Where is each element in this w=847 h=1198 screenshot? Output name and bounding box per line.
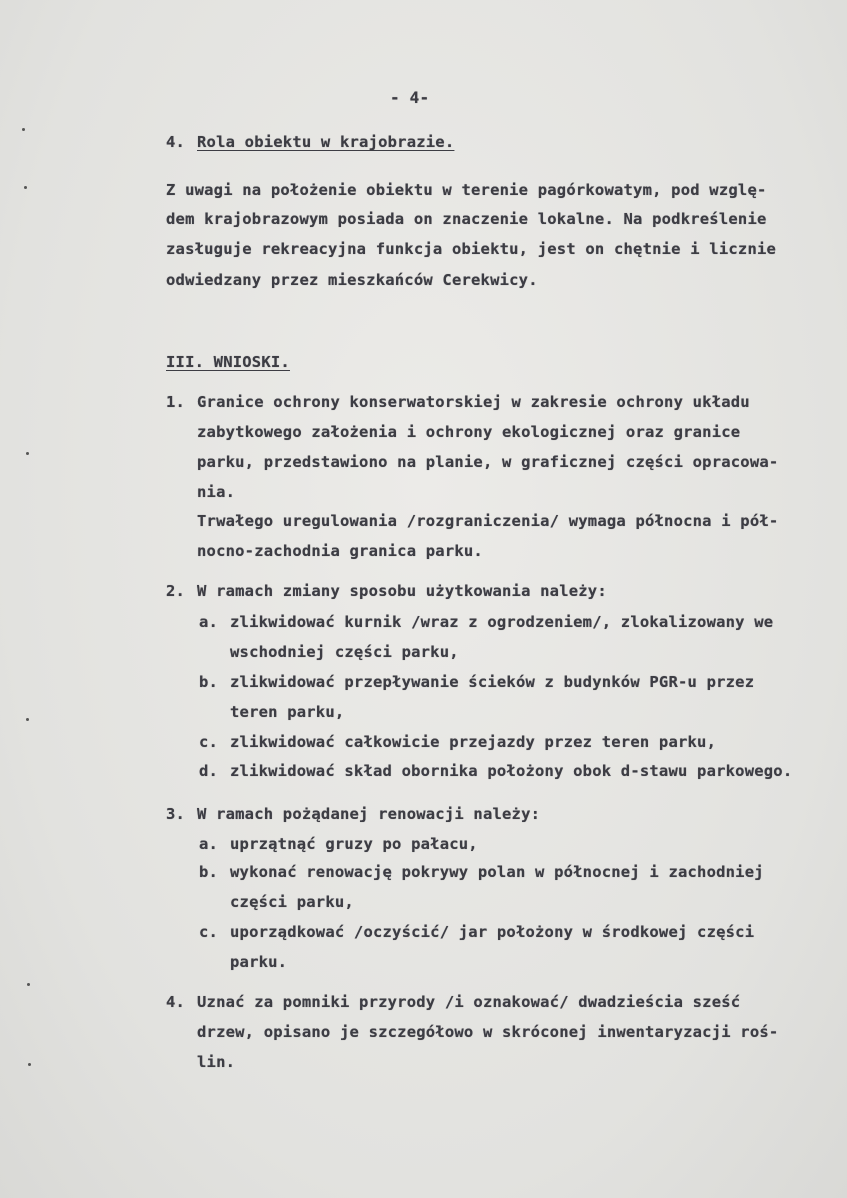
item-line: drzew, opisano je szczegółowo w skróconej inwentaryzacji roś-	[197, 1023, 779, 1041]
subitem-line: teren parku,	[230, 703, 345, 721]
item-number: 1.	[166, 393, 186, 411]
item-line: lin.	[197, 1053, 236, 1071]
subitem-line: wschodniej części parku,	[230, 643, 459, 661]
item-line: Uznać za pomniki przyrody /i oznakować/ dwadzieścia sześć	[197, 993, 741, 1011]
paragraph-line: zasługuje rekreacyjna funkcja obiektu, jest on chętnie i licznie	[166, 240, 777, 258]
paragraph-line: dem krajobrazowym posiada on znaczenie lokalne. Na podkreślenie	[166, 210, 767, 228]
subitem-line: uporządkować /oczyścić/ jar położony w środkowej części	[230, 923, 755, 941]
subitem-line: zlikwidować całkowicie przejazdy przez teren parku,	[230, 733, 717, 751]
item-intro: W ramach pożądanej renowacji należy:	[197, 805, 541, 823]
subitem-letter: a.	[199, 613, 219, 631]
item-number: 2.	[166, 582, 186, 600]
section-number: 4.	[166, 133, 186, 151]
margin-speck	[24, 186, 27, 189]
subitem-line: parku.	[230, 953, 288, 971]
margin-speck	[27, 983, 30, 986]
subitem-line: zlikwidować przepływanie ścieków z budynków PGR-u przez	[230, 673, 755, 691]
subitem-letter: c.	[199, 923, 219, 941]
subitem-line: uprzątnąć gruzy po pałacu,	[230, 835, 478, 853]
item-intro: W ramach zmiany sposobu użytkowania należy:	[197, 582, 607, 600]
subitem-letter: c.	[199, 733, 219, 751]
margin-speck	[28, 1063, 31, 1066]
item-number: 4.	[166, 993, 186, 1011]
paragraph-line: odwiedzany przez mieszkańców Cerekwicy.	[166, 271, 538, 289]
subitem-letter: b.	[199, 673, 219, 691]
item-line: Trwałego uregulowania /rozgraniczenia/ wymaga północna i pół-	[197, 512, 779, 530]
subitem-letter: a.	[199, 835, 219, 853]
section-title: Rola obiektu w krajobrazie.	[197, 133, 455, 151]
item-line: nocno-zachodnia granica parku.	[197, 542, 483, 560]
margin-speck	[22, 128, 25, 131]
item-line: zabytkowego założenia i ochrony ekologicznej oraz granice	[197, 423, 741, 441]
margin-speck	[26, 718, 29, 721]
subitem-line: zlikwidować skład obornika położony obok d-stawu parkowego.	[230, 762, 793, 780]
subitem-letter: b.	[199, 863, 219, 881]
item-line: nia.	[197, 483, 236, 501]
item-number: 3.	[166, 805, 186, 823]
page-number: - 4-	[390, 88, 430, 107]
subitem-line: wykonać renowację pokrywy polan w północnej i zachodniej	[230, 863, 764, 881]
subitem-letter: d.	[199, 762, 219, 780]
item-line: parku, przedstawiono na planie, w graficznej części opracowa-	[197, 453, 779, 471]
subitem-line: części parku,	[230, 893, 354, 911]
paragraph-line: Z uwagi na położenie obiektu w terenie pagórkowatym, pod wzglę-	[166, 181, 767, 199]
section-heading: III. WNIOSKI.	[166, 353, 290, 371]
subitem-line: zlikwidować kurnik /wraz z ogrodzeniem/, zlokalizowany we	[230, 613, 774, 631]
item-line: Granice ochrony konserwatorskiej w zakresie ochrony układu	[197, 393, 750, 411]
margin-speck	[26, 452, 29, 455]
